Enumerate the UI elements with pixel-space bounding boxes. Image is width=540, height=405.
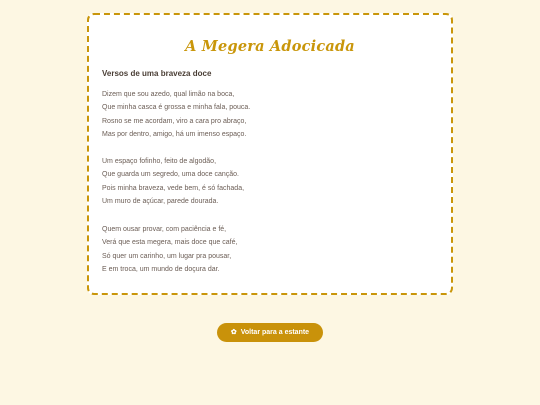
poem-line: Que guarda um segredo, uma doce canção. bbox=[102, 171, 239, 179]
poem-line: Um espaço fofinho, feito de algodão, bbox=[102, 158, 217, 165]
poem-line: Mas por dentro, amigo, há um imenso espaço. bbox=[102, 130, 247, 138]
poem-line: Dizem que sou azedo, qual limão na boca, bbox=[102, 91, 235, 98]
back-to-shelf-button[interactable] bbox=[217, 323, 323, 342]
poem-line: Rosno se me acordam, viro a cara pro abraço, bbox=[102, 117, 247, 125]
poem-line: E em troca, um mundo de doçura dar. bbox=[102, 265, 220, 273]
flower-icon: ✿ bbox=[230, 329, 237, 336]
poem-line: Pois minha braveza, vede bem, é só fachada, bbox=[102, 184, 245, 192]
stanza bbox=[102, 223, 237, 276]
poem-line: Só quer um carinho, um lugar pra pousar, bbox=[102, 252, 232, 260]
poem-line: Verá que esta megera, mais doce que café, bbox=[102, 239, 238, 247]
stanza bbox=[102, 155, 244, 208]
stanza bbox=[102, 88, 250, 141]
page-title: A Megera Adocicada bbox=[185, 38, 355, 55]
back-button-label: Voltar para a estante bbox=[240, 329, 310, 336]
poem-line: Que minha casca é grossa e minha fala, pouca. bbox=[102, 104, 251, 112]
poem-line: Um muro de açúcar, parede dourada. bbox=[102, 197, 219, 205]
poem-line: Quem ousar provar, com paciência e fé, bbox=[102, 226, 227, 233]
poem-subtitle: Versos de uma braveza doce bbox=[102, 69, 212, 78]
poem-card bbox=[87, 13, 453, 295]
